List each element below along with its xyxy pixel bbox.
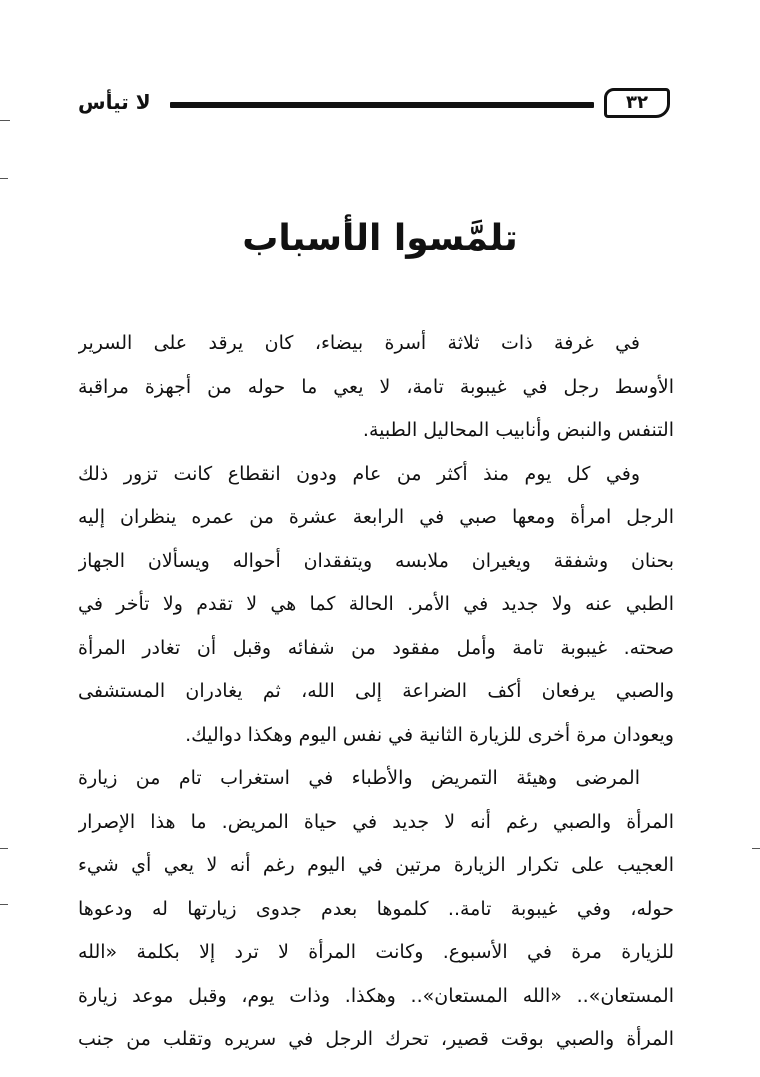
text-line: للزيارة مرة في الأسبوع. وكانت المرأة لا ترد إلا بكلمة «الله (78, 941, 674, 963)
text-line: حوله، وفي غيبوبة تامة.. كلموها بعدم جدوى زيارتها له ودعوها (78, 897, 674, 920)
margin-mark (752, 848, 760, 849)
text-line: والصبي يرفعان أكف الضراعة إلى الله، ثم يغادران المستشفى (78, 680, 674, 702)
text-line: التنفس والنبض وأنابيب المحاليل الطبية. (362, 419, 674, 441)
text-line: بحنان وشفقة ويغيران ملابسه ويتفقدان أحواله ويسألان الجهاز (78, 549, 674, 572)
margin-mark (0, 178, 8, 179)
margin-mark (0, 904, 8, 905)
text-line: المرأة والصبي رغم أنه لا جديد في حياة المريض. ما هذا الإصرار (78, 810, 674, 833)
text-line: الطبي عنه ولا جديد في الأمر. الحالة كما هي لا تقدم ولا تأخر في (78, 593, 674, 615)
text-line: المرأة والصبي بوقت قصير، تحرك الرجل في سريره وتقلب من جنب (78, 1028, 674, 1050)
text-line: صحته. غيبوبة تامة وأمل مفقود من شفائه وقبل أن تغادر المرأة (78, 636, 674, 659)
chapter-title: تلمَّسوا الأسباب (242, 218, 518, 259)
text-line: ويعودان مرة أخرى للزيارة الثانية في نفس اليوم وهكذا دواليك. (185, 723, 674, 746)
text-line: الرجل امرأة ومعها صبي في الرابعة عشرة من عمره ينظران إليه (78, 506, 674, 528)
margin-mark (0, 848, 8, 849)
text-line: المرضى وهيئة التمريض والأطباء في استغراب تام من زيارة (78, 767, 640, 789)
text-line: وفي كل يوم منذ أكثر من عام ودون انقطاع كانت تزور ذلك (78, 462, 640, 485)
margin-mark (0, 120, 10, 121)
text-line: العجيب على تكرار الزيارة مرتين في اليوم رغم أنه لا يعي أي شيء (78, 854, 674, 876)
text-line: المستعان».. «الله المستعان».. وهكذا. وذات يوم، وقبل موعد زيارة (78, 984, 674, 1007)
book-title: لا تيأس (78, 90, 151, 114)
body-text (78, 322, 674, 1062)
text-line: في غرفة ذات ثلاثة أسرة بيضاء، كان يرقد على السرير (78, 332, 640, 354)
page-header (78, 88, 670, 124)
text-line: الأوسط رجل في غيبوبة تامة، لا يعي ما حوله من أجهزة مراقبة (78, 375, 674, 398)
page-number: ٣٢ (604, 88, 670, 118)
header-rule (170, 102, 594, 108)
